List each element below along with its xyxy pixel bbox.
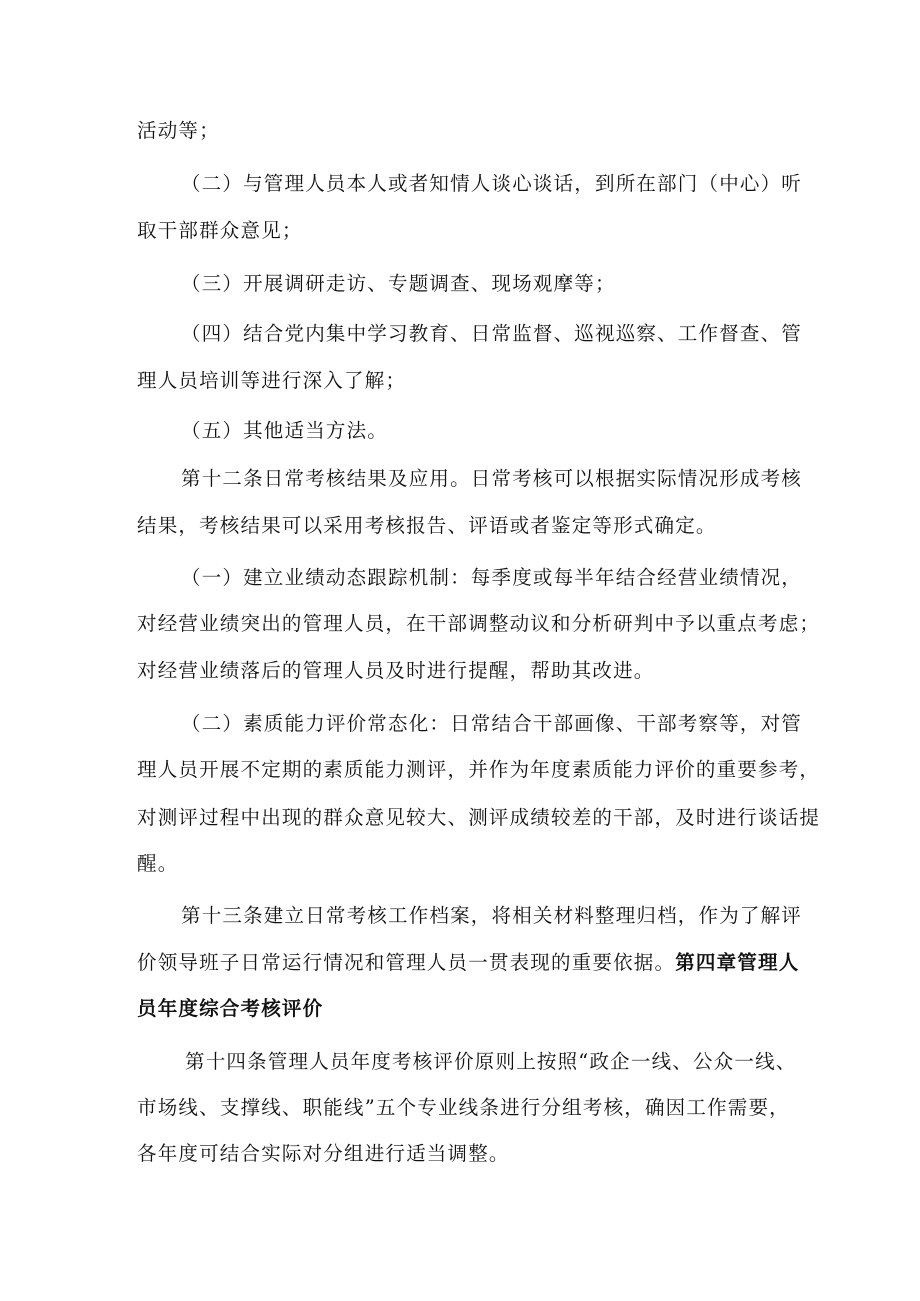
- text-line: 第十四条管理人员年度考核评价原则上按照“政企一线、公众一线、: [185, 1050, 797, 1073]
- text-line: 第十三条建立日常考核工作档案，将相关材料整理归档，作为了解评: [181, 904, 803, 927]
- text-line: 对经营业绩落后的管理人员及时进行提醒，帮助其改进。: [137, 659, 655, 682]
- text-line: （一）建立业绩动态跟踪机制：每季度或每半年结合经营业绩情况，: [181, 566, 803, 589]
- text-line: （二）素质能力评价常态化：日常结合干部画像、干部考察等，对管: [181, 712, 803, 735]
- text-line: 各年度可结合实际对分组进行适当调整。: [137, 1142, 510, 1165]
- text-line: （四）结合党内集中学习教育、日常监督、巡视巡察、工作督查、管: [181, 322, 803, 345]
- text-line: （五）其他适当方法。: [181, 419, 389, 442]
- text-line: 结果，考核结果可以采用考核报告、评语或者鉴定等形式确定。: [137, 514, 717, 537]
- text-line: 对测评过程中出现的群众意见较大、测评成绩较差的干部，及时进行谈话提: [137, 806, 821, 829]
- text-line: 对经营业绩突出的管理人员，在干部调整动议和分析研判中予以重点考虑；: [137, 612, 821, 635]
- text-line: 活动等；: [137, 119, 220, 142]
- text-line: 取干部群众意见；: [137, 219, 303, 242]
- text-line: 市场线、支撑线、职能线”五个专业线条进行分组考核，确因工作需要，: [137, 1096, 790, 1119]
- text-line: [137, 951, 799, 975]
- text-line: 第十二条日常考核结果及应用。日常考核可以根据实际情况形成考核: [181, 467, 803, 490]
- text-line: （三）开展调研走访、专题调查、现场观摩等；: [181, 272, 616, 295]
- text-line: （二）与管理人员本人或者知情人谈心谈话，到所在部门（中心）听: [181, 172, 803, 195]
- text-line: 醒。: [137, 852, 179, 875]
- text-run: 价领导班子日常运行情况和管理人员一贯表现的重要依据。: [137, 951, 676, 974]
- chapter-heading: 员年度综合考核评价: [137, 997, 324, 1020]
- chapter-heading: 第四章管理人: [675, 951, 800, 974]
- text-line: 理人员开展不定期的素质能力测评，并作为年度素质能力评价的重要参考，: [137, 758, 821, 781]
- text-line: 理人员培训等进行深入了解；: [137, 369, 407, 392]
